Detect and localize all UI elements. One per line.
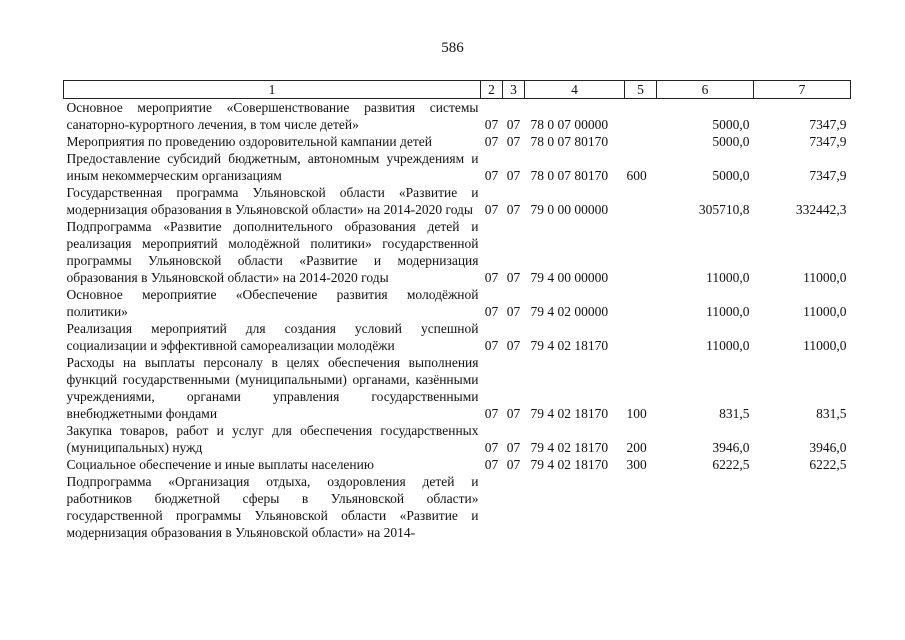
column-header: 5 [625,81,657,99]
row-subsection-cell: 07 [506,202,521,217]
row-section-cell: 07 [484,270,499,285]
column-header: 4 [525,81,625,99]
budget-table [63,80,851,541]
row-amount-year2-cell: 11000,0 [803,304,847,319]
row-name-cell: Социальное обеспечение и иные выплаты населению [66,457,374,472]
row-section-cell: 07 [484,338,499,353]
row-subsection-cell: 07 [506,338,521,353]
table-row [64,184,851,218]
column-header: 2 [481,81,503,99]
row-subsection-cell: 07 [506,304,521,319]
row-section-cell: 07 [484,134,499,149]
row-section-cell: 07 [484,440,499,455]
row-expense-type-cell [625,320,657,354]
row-section-cell [481,473,503,541]
row-expense-type-cell: 100 [626,406,647,421]
row-amount-year2-cell: 7347,9 [809,168,847,183]
row-subsection-cell: 07 [506,117,521,132]
row-amount-year1-cell: 11000,0 [706,270,750,285]
row-subsection-cell: 07 [506,168,521,183]
column-header: 7 [754,81,851,99]
table-row [64,354,851,422]
row-amount-year2-cell: 6222,5 [809,457,847,472]
row-expense-type-cell [625,133,657,150]
row-expense-type-cell: 200 [626,440,647,455]
row-subsection-cell: 07 [506,406,521,421]
column-header: 6 [657,81,754,99]
row-amount-year2-cell: 11000,0 [803,270,847,285]
row-amount-year1-cell: 6222,5 [712,457,750,472]
table-row [64,133,851,150]
table-row [64,473,851,541]
row-amount-year1-cell: 11000,0 [706,304,750,319]
row-name-cell: Подпрограмма «Развитие дополнительного образования детей и реализация мероприятий молодёжной политики» государственной программы Ульяновской области «Развитие и модернизация образования в Ульяновской области» на 2014-2020 годы [66,219,479,285]
row-name-cell: Подпрограмма «Организация отдыха, оздоровления детей и работников бюджетной сферы в Ульяновской области» государственной программы Ульяновской области «Развитие и модернизация образования в Ульяновской области» на 2014- [66,474,479,540]
row-name-cell: Мероприятия по проведению оздоровительной кампании детей [66,134,432,149]
row-amount-year1-cell [657,473,754,541]
column-number-header [64,81,851,99]
row-subsection-cell: 07 [506,457,521,472]
row-name-cell: Государственная программа Ульяновской области «Развитие и модернизация образования в Ульяновской области» на 2014-2020 годы [66,185,479,217]
row-target-article-cell: 78 0 07 80170 [530,168,609,183]
row-amount-year2-cell: 7347,9 [809,117,847,132]
row-name-cell: Закупка товаров, работ и услуг для обеспечения государственных (муниципальных) нужд [66,423,479,455]
row-expense-type-cell [625,184,657,218]
row-section-cell: 07 [484,457,499,472]
table-row [64,422,851,456]
row-section-cell: 07 [484,117,499,132]
row-expense-type-cell [625,99,657,134]
row-amount-year1-cell: 831,5 [719,406,750,421]
row-target-article-cell: 79 4 02 00000 [530,304,609,319]
row-amount-year1-cell: 3946,0 [712,440,750,455]
row-name-cell: Реализация мероприятий для создания условий успешной социализации и эффективной самореализации молодёжи [66,321,479,353]
row-amount-year1-cell: 11000,0 [706,338,750,353]
row-name-cell: Основное мероприятие «Совершенствование развития системы санаторно-курортного лечения, в том числе детей» [66,100,479,132]
row-name-cell: Основное мероприятие «Обеспечение развития молодёжной политики» [66,287,479,319]
row-target-article-cell [525,473,625,541]
row-section-cell: 07 [484,406,499,421]
row-name-cell: Расходы на выплаты персоналу в целях обеспечения выполнения функций государственными (муниципальными) органами, казёнными учреждениями, органами управления государственными внебюджетными фондами [66,355,479,421]
row-section-cell: 07 [484,304,499,319]
row-subsection-cell [503,473,525,541]
row-target-article-cell: 78 0 07 00000 [530,117,609,132]
row-target-article-cell: 79 4 02 18170 [530,406,609,421]
row-expense-type-cell: 300 [626,457,647,472]
row-target-article-cell: 78 0 07 80170 [530,134,609,149]
row-expense-type-cell [625,286,657,320]
row-amount-year1-cell: 5000,0 [712,117,750,132]
page-number: 586 [441,40,464,56]
row-target-article-cell: 79 4 02 18170 [530,440,609,455]
row-amount-year2-cell: 332442,3 [795,202,847,217]
table-row [64,150,851,184]
row-name-cell: Предоставление субсидий бюджетным, автономным учреждениям и иным некоммерческим организациям [66,151,479,183]
row-amount-year2-cell: 7347,9 [809,134,847,149]
row-amount-year1-cell: 5000,0 [712,168,750,183]
table-row [64,456,851,473]
row-subsection-cell: 07 [506,270,521,285]
row-amount-year1-cell: 5000,0 [712,134,750,149]
row-target-article-cell: 79 4 02 18170 [530,457,609,472]
row-amount-year2-cell: 11000,0 [803,338,847,353]
row-amount-year2-cell: 3946,0 [809,440,847,455]
row-amount-year2-cell [754,473,851,541]
row-section-cell: 07 [484,168,499,183]
table-row [64,286,851,320]
row-subsection-cell: 07 [506,440,521,455]
row-target-article-cell: 79 4 00 00000 [530,270,609,285]
row-expense-type-cell: 600 [626,168,647,183]
row-expense-type-cell [625,473,657,541]
row-section-cell: 07 [484,202,499,217]
row-subsection-cell: 07 [506,134,521,149]
row-target-article-cell: 79 0 00 00000 [530,202,609,217]
row-amount-year2-cell: 831,5 [816,406,847,421]
table-row [64,320,851,354]
table-row [64,218,851,286]
row-expense-type-cell [625,218,657,286]
row-target-article-cell: 79 4 02 18170 [530,338,609,353]
column-header: 3 [503,81,525,99]
table-row [64,99,851,134]
column-header: 1 [64,81,481,99]
row-amount-year1-cell: 305710,8 [698,202,750,217]
